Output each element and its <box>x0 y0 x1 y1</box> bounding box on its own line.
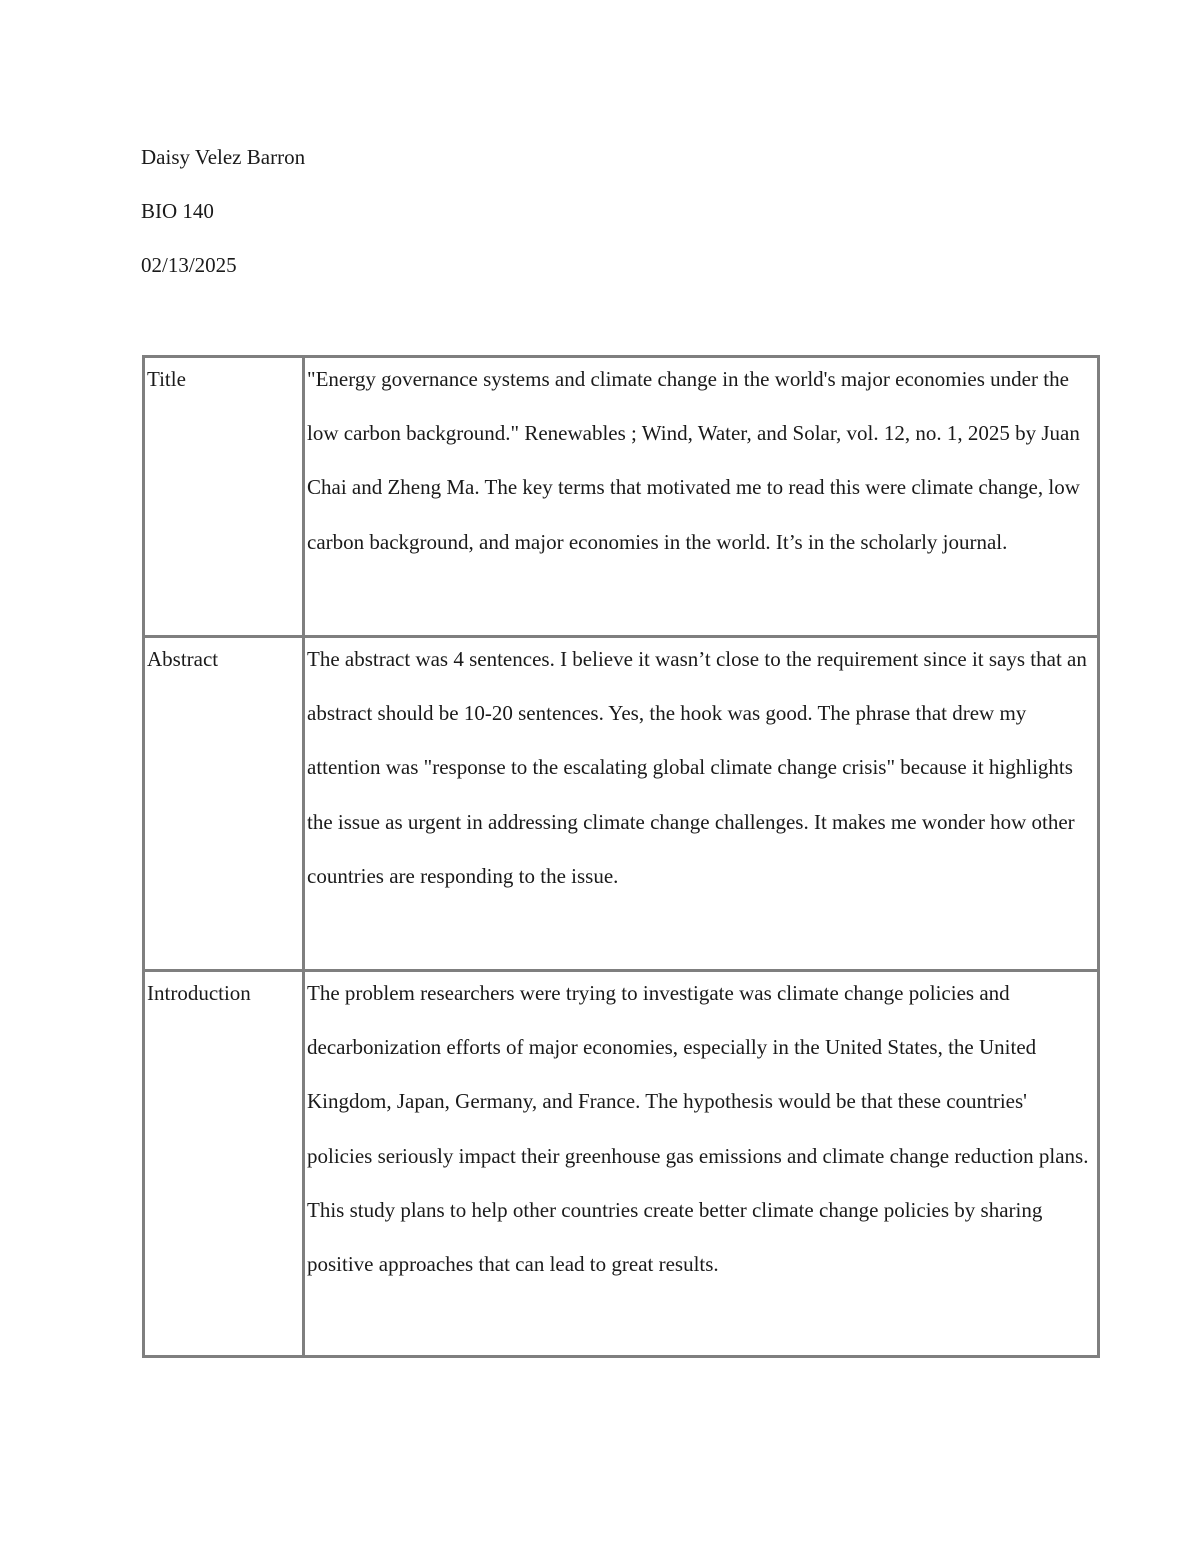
table-row <box>144 637 1099 971</box>
article-review-table <box>142 355 1100 1358</box>
row-content: The abstract was 4 sentences. I believe it wasn’t close to the requirement since it says that an abstract should be 10-20 sentences. Yes, the hook was good. The phrase that drew my attention was "response to the escalating global climate change crisis" because it highlights the issue as urgent in addressing climate change challenges. It makes me wonder how other countries are responding to the issue. <box>307 647 1087 888</box>
table-row <box>144 357 1099 637</box>
table-row <box>144 971 1099 1357</box>
row-label-cell <box>144 357 304 637</box>
author-name: Daisy Velez Barron <box>141 145 306 169</box>
row-content: The problem researchers were trying to investigate was climate change policies and decarbonization efforts of major economies, especially in the United States, the United Kingdom, Japan, Germany, and France. The hypothesis would be that these countries' policies seriously impact their greenhouse gas emissions and climate change reduction plans. This study plans to help other countries create better climate change policies by sharing positive approaches that can lead to great results. <box>307 981 1089 1277</box>
row-label-cell <box>144 971 304 1357</box>
row-label-cell <box>144 637 304 971</box>
row-content: "Energy governance systems and climate change in the world's major economies under the low carbon background." Renewables ; Wind, Water, and Solar, vol. 12, no. 1, 2025 by Juan Chai and Zheng Ma. The key terms that motivated me to read this were climate change, low carbon background, and major economies in the world. It’s in the scholarly journal. <box>307 367 1080 554</box>
submission-date: 02/13/2025 <box>141 253 237 277</box>
row-label: Introduction <box>147 981 251 1005</box>
row-content-cell <box>304 971 1099 1357</box>
row-label: Title <box>147 367 186 391</box>
row-content-cell <box>304 357 1099 637</box>
course-code: BIO 140 <box>141 199 214 223</box>
row-content-cell <box>304 637 1099 971</box>
row-label: Abstract <box>147 647 219 671</box>
